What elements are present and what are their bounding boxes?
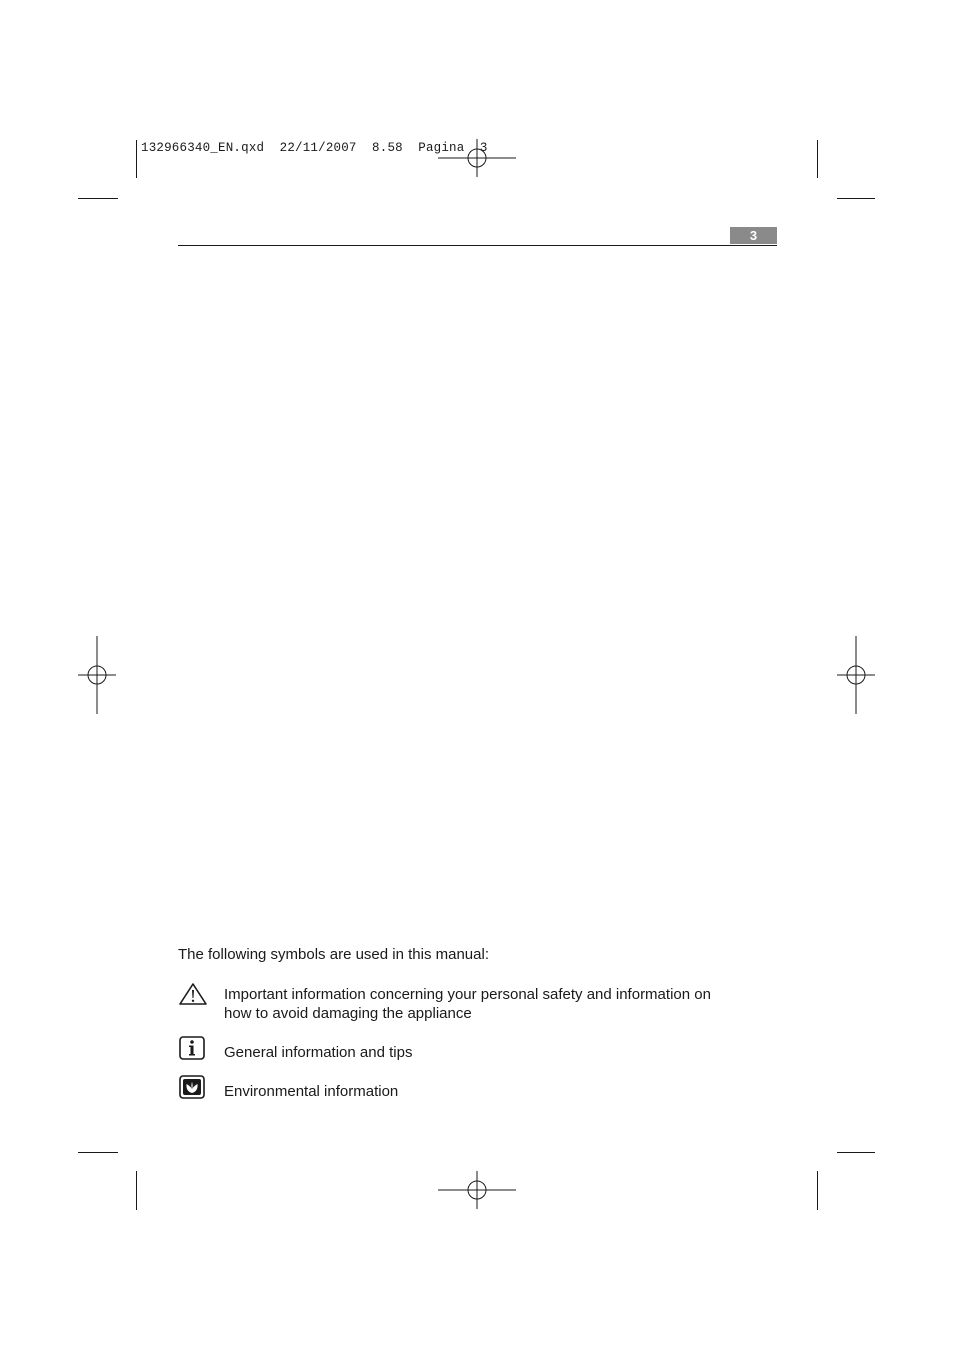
- page-number: 3: [730, 227, 777, 244]
- warning-triangle-icon: [178, 982, 210, 1010]
- crop-mark-top-left-horizontal: [78, 198, 118, 199]
- info-icon: [178, 1036, 210, 1064]
- crop-mark-top-right-vertical: [817, 140, 818, 178]
- symbols-intro: The following symbols are used in this manual:: [178, 946, 489, 963]
- symbol-item-environment: [178, 1075, 734, 1103]
- symbol-item-text: General information and tips: [224, 1044, 413, 1061]
- environment-icon: [178, 1075, 210, 1103]
- symbol-item-text: Important information concerning your personal safety and information on how to avoid damaging the appliance: [224, 986, 711, 1022]
- crop-mark-top-left-vertical: [136, 140, 137, 178]
- crop-mark-top-right-horizontal: [837, 198, 875, 199]
- print-slug: 132966340_EN.qxd 22/11/2007 8.58 Pagina 3: [141, 141, 488, 155]
- registration-mark-top: [438, 119, 516, 197]
- crop-mark-bottom-right-horizontal: [837, 1152, 875, 1153]
- symbol-item-info: [178, 1036, 734, 1064]
- crop-mark-bottom-left-horizontal: [78, 1152, 118, 1153]
- symbol-item-text: Environmental information: [224, 1083, 399, 1100]
- registration-mark-bottom: [438, 1151, 516, 1229]
- crop-mark-bottom-left-vertical: [136, 1171, 137, 1210]
- header-rule: [178, 245, 777, 246]
- registration-mark-left: [58, 636, 136, 714]
- registration-mark-right: [817, 636, 895, 714]
- crop-mark-bottom-right-vertical: [817, 1171, 818, 1210]
- symbol-item-warning: [178, 982, 734, 1023]
